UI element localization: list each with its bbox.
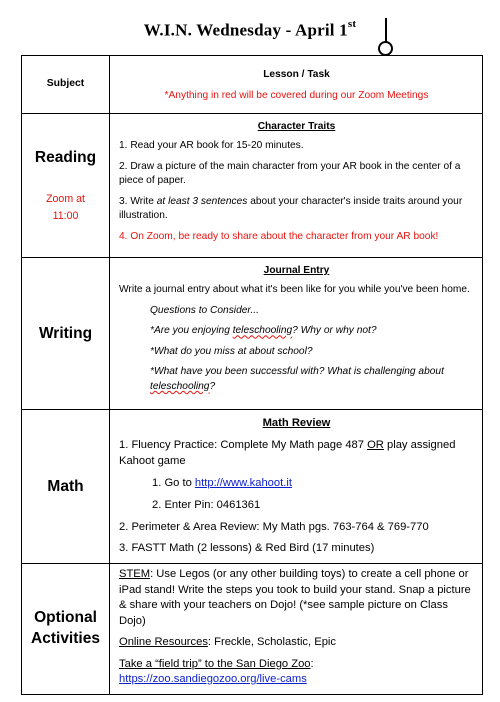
zoo-link[interactable]: https://zoo.sandiegozoo.org/live-cams [119,673,307,686]
math-item-2: 2. Perimeter & Area Review: My Math pgs. 763-764 & 769-770 [119,520,429,533]
reading-subject-cell [22,114,110,258]
math-item-1: 1. Fluency Practice: Complete My Math page 487 OR play assigned Kahoot game [119,438,456,467]
optional-lesson-cell [110,564,483,694]
optional-row [22,564,483,694]
optional-stem: STEM: Use Legos (or any other building toys) to create a cell phone or iPad stand! Write the steps you took to build your stand. Snap a picture & share with your teachers on Dojo! (*see sample picture on Class Dojo) [119,568,471,627]
header-lesson-cell [110,56,483,114]
writing-subject-cell [22,258,110,410]
writing-title: Journal Entry [263,265,330,276]
reading-item-1: 1. Read your AR book for 15-20 minutes. [119,140,304,152]
header-subject: Subject [46,78,85,90]
cursor-handle-icon[interactable] [378,41,393,56]
writing-prompt: Write a journal entry about what it's been like for you while you've been home. [119,284,470,296]
reading-row [22,114,483,258]
reading-title: Character Traits [257,121,336,132]
optional-field-trip: Take a “field trip” to the San Diego Zoo: https://zoo.sandiegozoo.org/live-cams [119,657,314,686]
math-subject-cell [22,410,110,564]
header-row [22,56,483,114]
page-title: W.I.N. Wednesday - April 1st [143,18,357,40]
writing-question-2: *What do you miss at about school? [150,345,313,357]
math-lesson-cell [110,410,483,564]
optional-subject-cell [22,564,110,694]
reading-item-3: 3. Write at least 3 sentences about your character's inside traits around your illustration. [119,195,463,222]
writing-questions-heading: Questions to Consider... [150,304,259,316]
writing-lesson-cell [110,258,483,410]
math-subject: Math [47,477,84,495]
reading-item-2: 2. Draw a picture of the main character from your AR book in the center of a piece of paper. [119,160,461,187]
kahoot-link[interactable]: http://www.kahoot.it [194,476,292,489]
optional-online-resources: Online Resources: Freckle, Scholastic, Epic [119,636,336,649]
math-subitem-2: 2. Enter Pin: 0461361 [152,498,261,511]
reading-subject: Reading [34,149,97,167]
math-item-3: 3. FASTT Math (2 lessons) & Red Bird (17 minutes) [119,542,375,555]
header-subject-cell [22,56,110,114]
writing-question-3: *What have you been successful with? What is challenging about teleschooling? [150,366,444,392]
math-title: Math Review [262,417,331,429]
schedule-table [21,55,483,695]
optional-subject: Optional Activities [31,609,100,647]
reading-item-4: 4. On Zoom, be ready to share about the character from your AR book! [119,230,439,242]
reading-zoom-note: Zoom at 11:00 [46,193,85,222]
math-row [22,410,483,564]
reading-lesson-cell [110,114,483,258]
math-subitem-1: 1. Go to http://www.kahoot.it [152,476,292,489]
writing-question-1: *Are you enjoying teleschooling? Why or why not? [150,325,377,337]
header-lesson: Lesson / Task [263,69,330,81]
writing-row [22,258,483,410]
header-note: *Anything in red will be covered during our Zoom Meetings [164,89,429,101]
writing-subject: Writing [38,324,93,342]
